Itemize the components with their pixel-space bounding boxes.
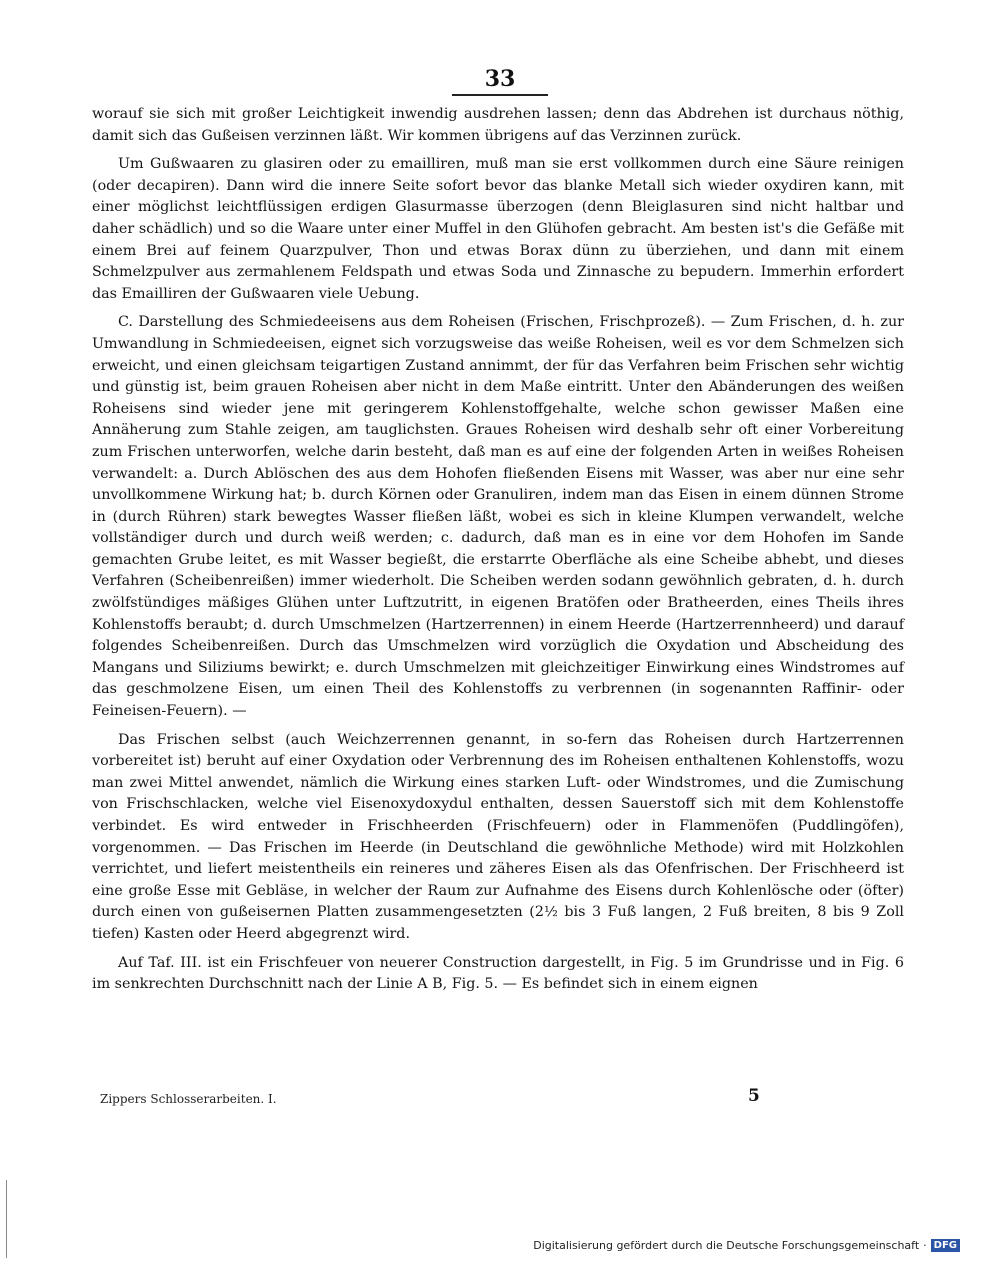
dfg-logo: DFG <box>931 1239 960 1252</box>
running-footer: Zippers Schlosserarbeiten. I. <box>100 1092 277 1106</box>
paragraph-4: Das Frischen selbst (auch Weichzerrennen genannt, in so-fern das Roheisen durch Hartzerrennen vorbereitet ist) beruht auf einer Oxydation oder Verbrennung des im Roheisen enthaltenen Kohlenstoffs, wozu man zwei Mittel anwendet, nämlich die Wirkung eines starken Luft- oder Windstromes, und die Zumischung von Frischschlacken, welche viel Eisenoxydoxydul enthalten, dessen Sauerstoff sich mit dem Kohlenstoffe verbindet. Es wird entweder in Frischheerden (Frischfeuern) oder in Flammenöfen (Puddlingöfen), vorgenommen. — Das Frischen im Heerde (in Deutschland die gewöhnliche Methode) wird mit Holzkohlen verrichtet, und liefert meistentheils ein reineres und zäheres Eisen als das Ofenfrischen. Der Frischheerd ist eine große Esse mit Gebläse, in welcher der Raum zur Aufnahme des Eisens durch Kohlenlösche oder (öfter) durch einen von gußeisernen Platten zusammengesetzten (2½ bis 3 Fuß langen, 2 Fuß breiten, 8 bis 9 Zoll tiefen) Kasten oder Heerd abgegrenzt wird. <box>92 731 904 942</box>
paragraph-1: worauf sie sich mit großer Leichtigkeit inwendig ausdrehen lassen; denn das Abdrehen ist durchaus nöthig, damit sich das Gußeisen verzinnen läßt. Wir kommen übrigens auf das Verzinnen zurück. <box>92 106 904 144</box>
header-rule <box>452 94 548 96</box>
signature-mark: 5 <box>748 1086 760 1106</box>
paragraph-2: Um Gußwaaren zu glasiren oder zu emailliren, muß man sie erst vollkommen durch eine Säure reinigen (oder decapiren). Dann wird die innere Seite sofort bevor das blanke Metall sich wieder oxydiren kann, mit einer möglichst leichtflüssigen erdigen Glasurmasse überzogen (denn Bleiglasuren sind nicht haltbar und daher schädlich) und so die Waare unter einer Muffel in den Glühofen gebracht. Am besten ist's die Gefäße mit einem Brei auf feinem Quarzpulver, Thon und etwas Borax dünn zu überziehen, und dann mit einem Schmelzpulver aus zermahlenem Feldspath und etwas Soda und Zinnasche zu bepudern. Immerhin erfordert das Emailliren der Gußwaaren viele Uebung. <box>92 156 904 302</box>
body-text <box>92 104 904 1003</box>
paragraph-3: C. Darstellung des Schmiedeeisens aus dem Roheisen (Frischen, Frischprozeß). — Zum Frischen, d. h. zur Umwandlung in Schmiedeeisen, eignet sich vorzugsweise das weiße Roheisen, weil es vor dem Schmelzen sich erweicht, und einen gleichsam teigartigen Zustand annimmt, der für das Verfahren beim Frischen sehr wichtig und günstig ist, beim grauen Roheisen aber nicht in dem Maße eintritt. Unter den Abänderungen des weißen Roheisens sind wieder jene mit geringerem Kohlenstoffgehalte, welche schon gewisser Maßen eine Annäherung zum Stahle zeigen, am tauglichsten. Graues Roheisen wird deshalb sehr oft einer Vorbereitung zum Frischen unterworfen, welche darin besteht, daß man es auf eine der folgenden Arten in weißes Roheisen verwandelt: a. Durch Ablöschen des aus dem Hohofen fließenden Eisens mit Wasser, was aber nur eine sehr unvollkommene Wirkung hat; b. durch Körnen oder Granuliren, indem man das Eisen in einem dünnen Strome in (durch Rühren) stark bewegtes Wasser fließen läßt, wobei es sich in kleine Klumpen verwandelt, welche vollständiger durch und durch weiß werden; c. dadurch, daß man es in eine vor dem Hohofen im Sande gemachten Grube leitet, es mit Wasser begießt, die erstarrte Oberfläche als eine Scheibe abhebt, und dieses Verfahren (Scheibenreißen) immer wiederholt. Die Scheiben werden sodann gewöhnlich gebraten, d. h. durch zwölfstündiges mäßiges Glühen unter Luftzutritt, in eigenen Bratöfen oder Bratheerden, eines Theils ihres Kohlenstoffs beraubt; d. durch Umschmelzen (Hartzerrennen) in einem Heerde (Hartzerrennheerd) und darauf folgendes Scheibenreißen. Durch das Umschmelzen wird vorzüglich die Oxydation und Abscheidung des Mangans und Siliziums bewirkt; e. durch Umschmelzen mit gleichzeitiger Einwirkung eines Windstromes auf das geschmolzene Eisen, um einen Theil des Kohlenstoffs zu verbrennen (in sogenannten Raffinir- oder Feineisen-Feuern). — <box>92 314 904 720</box>
separator-dot: · <box>923 1239 927 1252</box>
digitization-notice <box>533 1239 960 1252</box>
digitization-text: Digitalisierung gefördert durch die Deutsche Forschungsgemeinschaft <box>533 1239 920 1252</box>
page-number: 33 <box>484 66 516 92</box>
scan-edge-line <box>6 1180 7 1258</box>
paragraph-5: Auf Taf. III. ist ein Frischfeuer von neuerer Construction dargestellt, in Fig. 5 im Grundrisse und in Fig. 6 im senkrechten Durchschnitt nach der Linie A B, Fig. 5. — Es befindet sich in einem eignen <box>92 954 904 993</box>
